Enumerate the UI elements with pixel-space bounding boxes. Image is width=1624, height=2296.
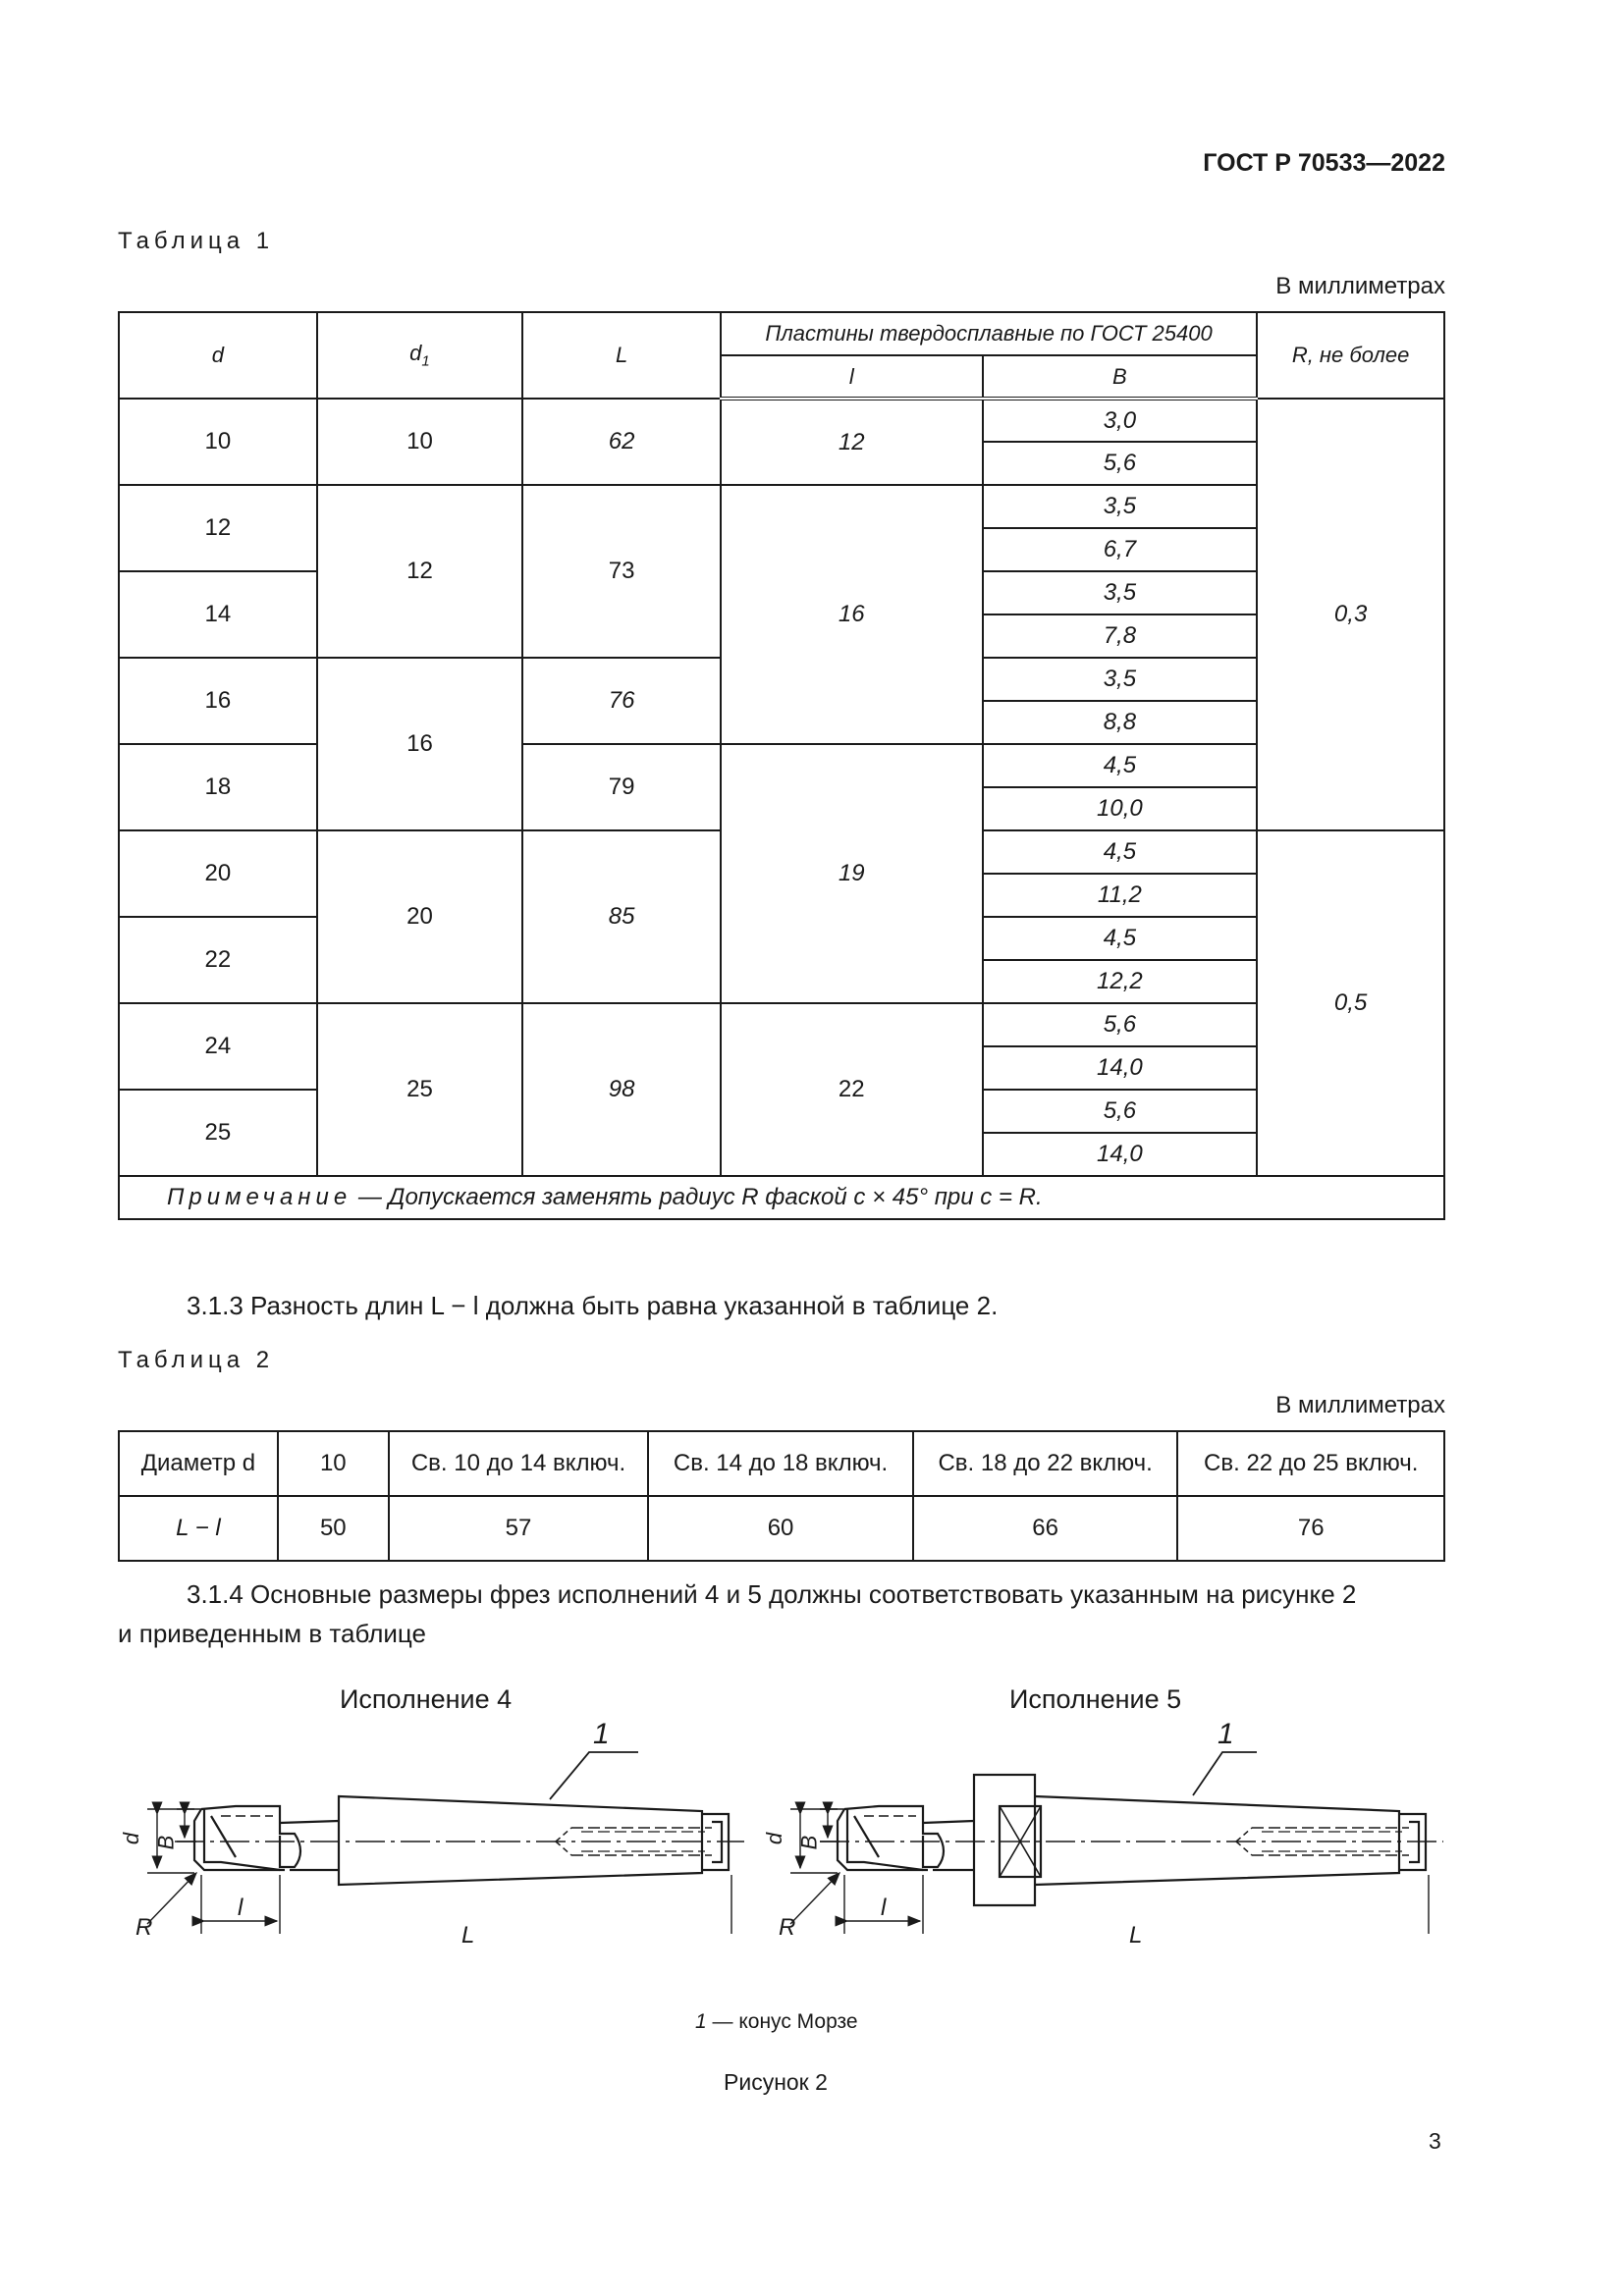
- R-cell: 0,5: [1257, 830, 1444, 1176]
- B-cell: 4,5: [983, 917, 1258, 960]
- header-d: d: [119, 312, 317, 399]
- paragraph-3-1-3: 3.1.3 Разность длин L − l должна быть равна указанной в таблице 2.: [187, 1291, 999, 1320]
- L-cell: 85: [522, 830, 721, 1003]
- B-cell: 3,5: [983, 571, 1258, 614]
- header-d1: $d_1$: [317, 312, 523, 399]
- header-R: R, не более: [1257, 312, 1444, 399]
- d1-cell: 12: [317, 485, 523, 658]
- B-cell: 5,6: [983, 1003, 1258, 1046]
- value-cell: 50: [278, 1496, 389, 1561]
- morse-cone: [339, 1796, 702, 1885]
- paragraph-3-1-4-line2: и приведенным в таблице: [118, 1619, 426, 1648]
- B-cell: 3,0: [983, 399, 1258, 442]
- table2-unit: В миллиметрах: [1275, 1392, 1445, 1418]
- B-cell: 3,5: [983, 485, 1258, 528]
- L-cell: 62: [522, 399, 721, 485]
- header-plates: Пластины твердосплавные по ГОСТ 25400: [721, 312, 1257, 355]
- collar: [974, 1775, 1035, 1905]
- dim-B-label: B: [796, 1835, 822, 1850]
- col-header: Св. 14 до 18 включ.: [648, 1431, 913, 1496]
- L-cell: 98: [522, 1003, 721, 1176]
- d1-cell: 16: [317, 658, 523, 830]
- header-L: L: [522, 312, 721, 399]
- table1-unit: В миллиметрах: [1275, 273, 1445, 299]
- d-cell: 18: [119, 744, 317, 830]
- d-cell: 20: [119, 830, 317, 917]
- B-cell: 8,8: [983, 701, 1258, 744]
- dim-l-label: l: [881, 1895, 887, 1921]
- row-label-diameter: Диаметр d: [119, 1431, 278, 1496]
- R-cell: 0,3: [1257, 399, 1444, 830]
- col-header: 10: [278, 1431, 389, 1496]
- l-cell: 19: [721, 744, 983, 1003]
- page-number: 3: [1429, 2128, 1441, 2154]
- value-cell: 57: [389, 1496, 649, 1561]
- morse-cone: [1035, 1796, 1399, 1885]
- dim-B-label: B: [153, 1835, 179, 1850]
- variant-5-title: Исполнение 5: [1009, 1684, 1182, 1714]
- l-cell: 12: [721, 399, 983, 485]
- table1-caption: Таблица 1: [118, 228, 275, 254]
- col-header: Св. 22 до 25 включ.: [1177, 1431, 1444, 1496]
- dim-L-label: L: [1129, 1922, 1143, 1949]
- variant-5-cutter: [838, 1775, 1426, 1905]
- dim-R-label: R: [135, 1914, 153, 1941]
- dim-d-label: d: [119, 1832, 144, 1845]
- table1: [118, 311, 1445, 1220]
- d-cell: 22: [119, 917, 317, 1003]
- L-cell: 73: [522, 485, 721, 658]
- B-cell: 12,2: [983, 960, 1258, 1003]
- col-header: Св. 18 до 22 включ.: [913, 1431, 1178, 1496]
- B-cell: 11,2: [983, 874, 1258, 917]
- header-B: B: [983, 355, 1258, 399]
- d-cell: 25: [119, 1090, 317, 1176]
- table2: [118, 1430, 1445, 1562]
- l-cell: 22: [721, 1003, 983, 1176]
- B-cell: 10,0: [983, 787, 1258, 830]
- d-cell: 10: [119, 399, 317, 485]
- figure-caption: Рисунок 2: [724, 2069, 828, 2095]
- d1-cell: 25: [317, 1003, 523, 1176]
- row-label-length-diff: L − l: [119, 1496, 278, 1561]
- dim-d-label: d: [762, 1832, 787, 1845]
- variant-4-cutter: [194, 1796, 729, 1885]
- value-cell: 76: [1177, 1496, 1444, 1561]
- value-cell: 60: [648, 1496, 913, 1561]
- B-cell: 7,8: [983, 614, 1258, 658]
- B-cell: 4,5: [983, 744, 1258, 787]
- callout-label: 1: [1218, 1718, 1234, 1750]
- callout-label: 1: [593, 1718, 610, 1750]
- value-cell: 66: [913, 1496, 1178, 1561]
- dim-L-label: L: [461, 1922, 475, 1949]
- d-cell: 24: [119, 1003, 317, 1090]
- B-cell: 5,6: [983, 1090, 1258, 1133]
- header-l: l: [721, 355, 983, 399]
- d1-cell: 20: [317, 830, 523, 1003]
- B-cell: 4,5: [983, 830, 1258, 874]
- L-cell: 79: [522, 744, 721, 830]
- d1-cell: 10: [317, 399, 523, 485]
- L-cell: 76: [522, 658, 721, 744]
- d-cell: 14: [119, 571, 317, 658]
- document-code: ГОСТ Р 70533—2022: [1203, 149, 1445, 177]
- B-cell: 5,6: [983, 442, 1258, 485]
- figure-legend: 1 — конус Морзе: [695, 2010, 858, 2033]
- paragraph-3-1-4-line1: 3.1.4 Основные размеры фрез исполнений 4 и 5 должны соответствовать указанным на рисунке 2: [187, 1579, 1357, 1609]
- B-cell: 14,0: [983, 1133, 1258, 1176]
- figure-2-drawing: [0, 1708, 1624, 1934]
- B-cell: 3,5: [983, 658, 1258, 701]
- dim-l-label: l: [238, 1895, 244, 1921]
- d-cell: 16: [119, 658, 317, 744]
- table1-note: Примечание — Допускается заменять радиус R фаской c × 45° при c = R.: [119, 1176, 1444, 1219]
- B-cell: 6,7: [983, 528, 1258, 571]
- table2-caption: Таблица 2: [118, 1347, 275, 1373]
- l-cell: 16: [721, 485, 983, 744]
- col-header: Св. 10 до 14 включ.: [389, 1431, 649, 1496]
- dim-R-label: R: [779, 1914, 796, 1941]
- B-cell: 14,0: [983, 1046, 1258, 1090]
- variant-4-title: Исполнение 4: [340, 1684, 513, 1714]
- d-cell: 12: [119, 485, 317, 571]
